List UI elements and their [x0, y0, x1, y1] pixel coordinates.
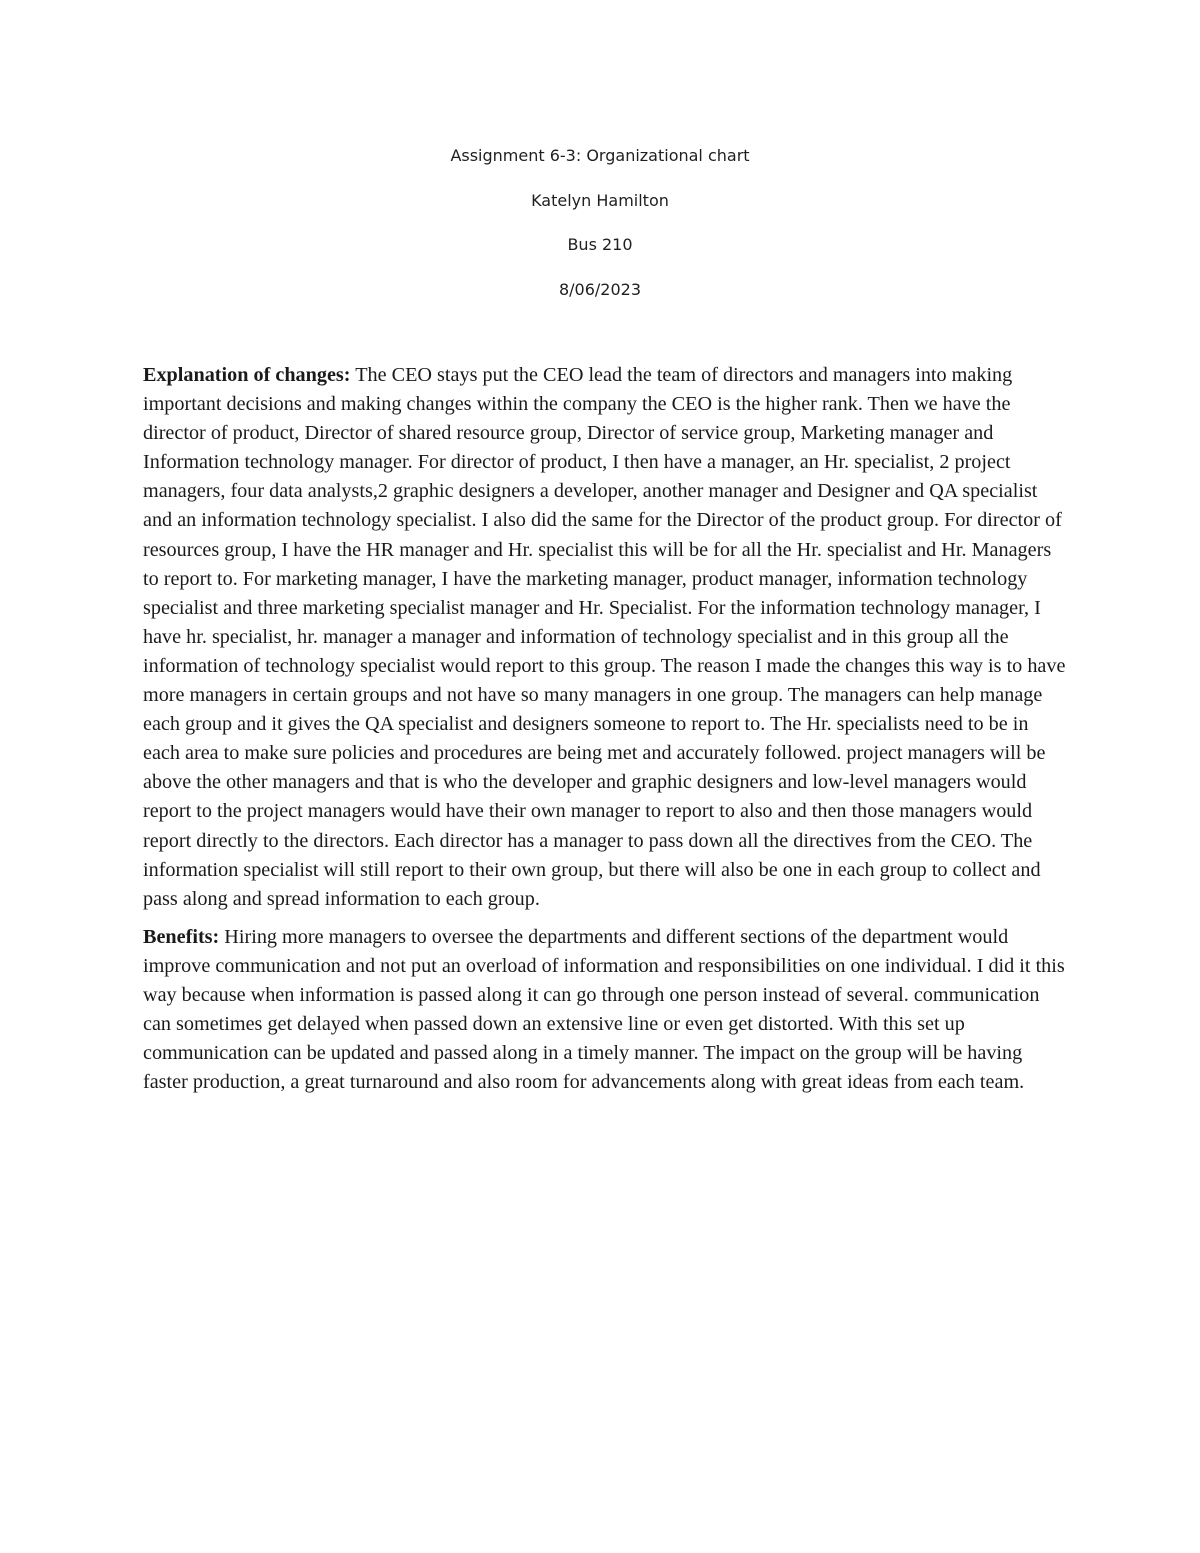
- benefits-paragraph: [143, 923, 1068, 1098]
- explanation-paragraph: [143, 361, 1068, 914]
- document-header: [0, 141, 1200, 320]
- assignment-title: Assignment 6-3: Organizational chart: [450, 146, 750, 165]
- document-body: [143, 361, 1068, 1106]
- course-code: Bus 210: [567, 235, 633, 255]
- author-name: Katelyn Hamilton: [531, 190, 669, 210]
- explanation-text: The CEO stays put the CEO lead the team of directors and managers into making important decisions and making changes within the company the CEO is the higher rank. Then we have the director of product, Director of shared resource group, Director of service group, Marketing manager and Information technology manager. For director of product, I then have a manager, an Hr. specialist, 2 project managers, four data analysts,2 graphic designers a developer, another manager and Designer and QA specialist and an information technology specialist. I also did the same for the Director of the product group. For director of resources group, I have the HR manager and Hr. specialist this will be for all the Hr. specialist and Hr. Managers to report to. For marketing manager, I have the marketing manager, product manager, information technology specialist and three marketing specialist manager and Hr. Specialist. For the information technology manager, I have hr. specialist, hr. manager a manager and information of technology specialist and in this group all the information of technology specialist would report to this group. The reason I made the changes this way is to have more managers in certain groups and not have so many managers in one group. The managers can help manage each group and it gives the QA specialist and designers someone to report to. The Hr. specialists need to be in each area to make sure policies and procedures are being met and accurately followed. project managers will be above the other managers and that is who the developer and graphic designers and low-level managers would report to the project managers would have their own manager to report to also and then those managers would report directly to the directors. Each director has a manager to pass down all the directives from the CEO. The information specialist will still report to their own group, but there will also be one in each group to collect and pass along and spread information to each group.: [143, 364, 1066, 910]
- benefits-text: Hiring more managers to oversee the departments and different sections of the department would improve communication and not put an overload of information and responsibilities on one individual. I did it this way because when information is passed along it can go through one person instead of several. communication can sometimes get delayed when passed down an extensive line or even get distorted. With this set up communication can be updated and passed along in a timely manner. The impact on the group will be having faster production, a great turnaround and also room for advancements along with great ideas from each team.: [143, 925, 1065, 1094]
- benefits-label: Benefits:: [143, 925, 220, 948]
- assignment-date: 8/06/2023: [558, 280, 642, 300]
- explanation-label: Explanation of changes:: [143, 364, 351, 386]
